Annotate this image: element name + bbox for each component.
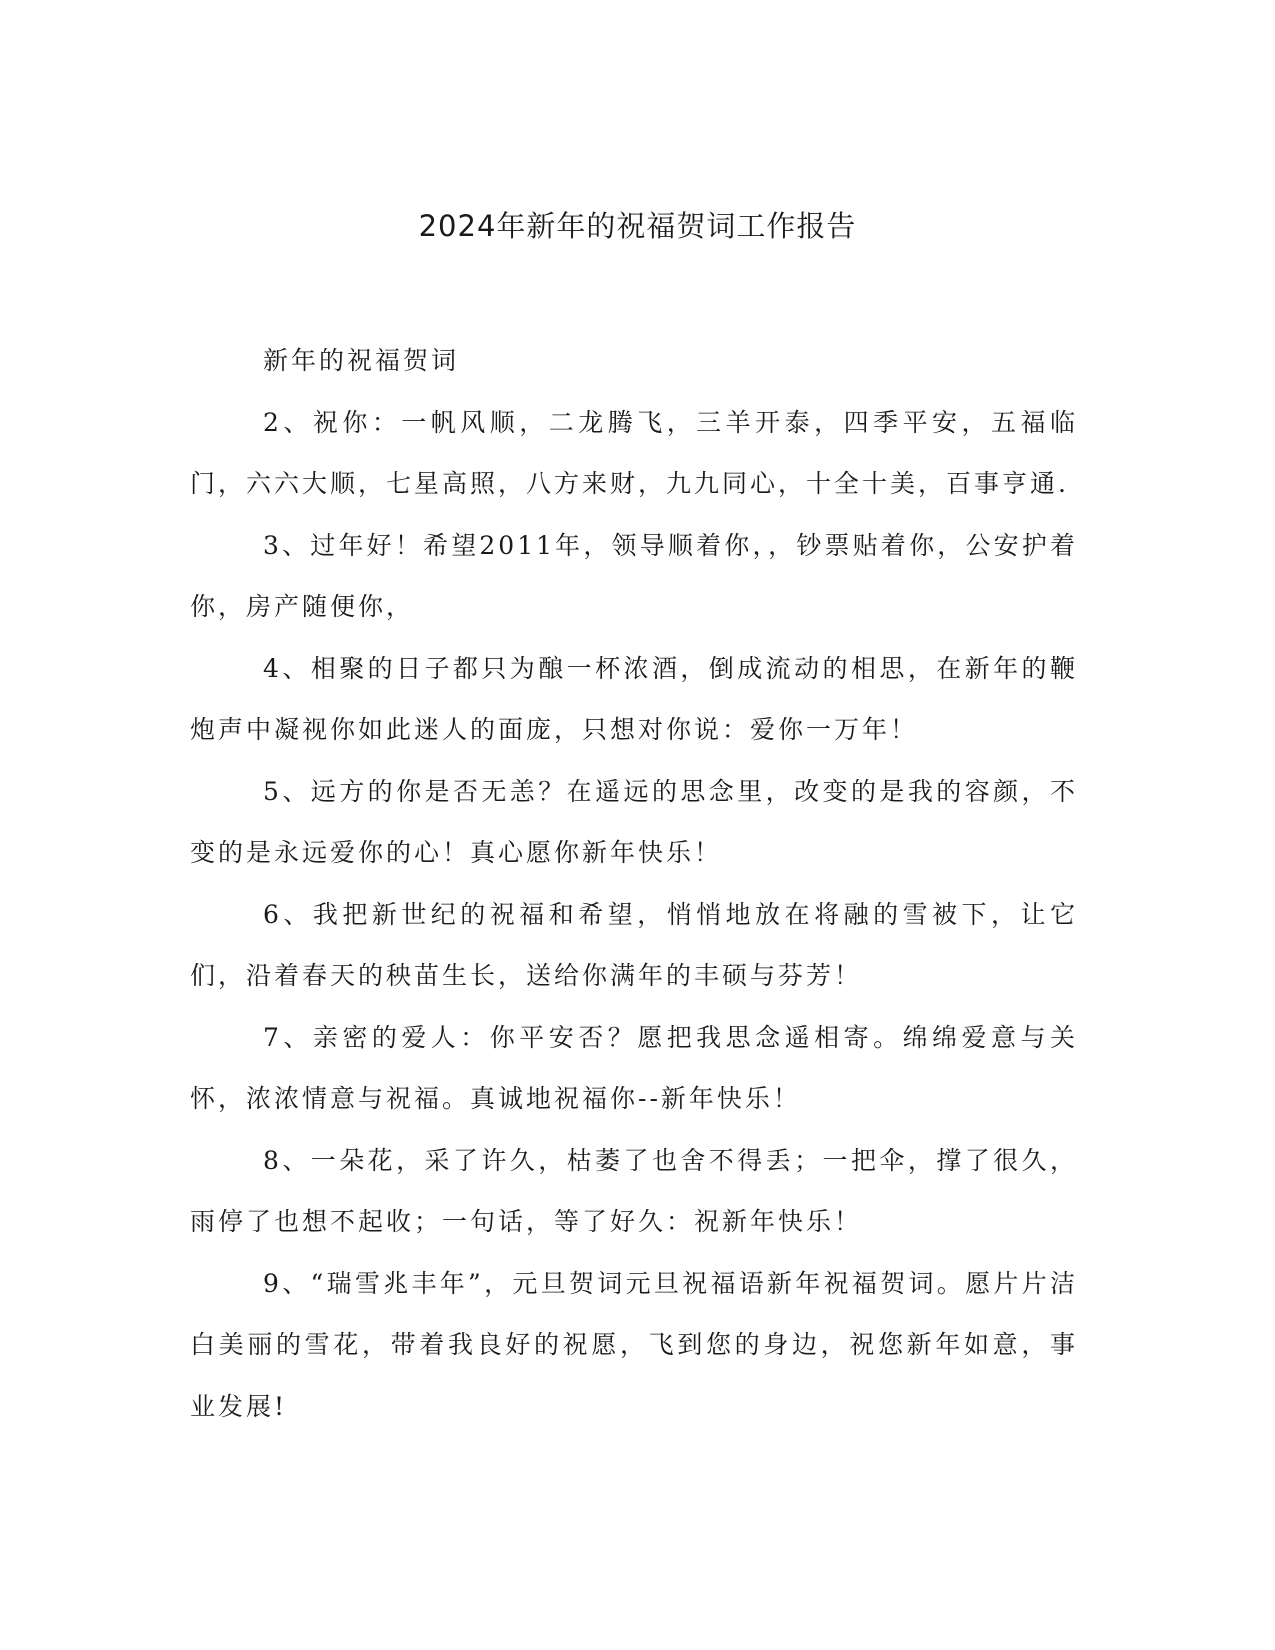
document-body xyxy=(190,330,1078,1437)
paragraph-7: 7、亲密的爱人：你平安否？愿把我思念遥相寄。绵绵爱意与关怀，浓浓情意与祝福。真诚地祝福你--新年快乐！ xyxy=(190,1022,1078,1113)
document-title: 2024年新年的祝福贺词工作报告 xyxy=(418,209,857,243)
paragraph-8: 8、一朵花，采了许久，枯萎了也舍不得丢；一把伞，撑了很久，雨停了也想不起收；一句话，等了好久：祝新年快乐！ xyxy=(190,1145,1078,1236)
section-heading: 新年的祝福贺词 xyxy=(263,346,460,375)
paragraph-6: 6、我把新世纪的祝福和希望，悄悄地放在将融的雪被下，让它们，沿着春天的秧苗生长，送给你满年的丰硕与芬芳！ xyxy=(190,899,1078,990)
paragraph-2: 2、祝你：一帆风顺，二龙腾飞，三羊开泰，四季平安，五福临门，六六大顺，七星高照，八方来财，九九同心，十全十美，百事亨通. xyxy=(190,407,1078,498)
paragraph-3: 3、过年好！希望2011年，领导顺着你，，钞票贴着你，公安护着你，房产随便你， xyxy=(190,530,1078,621)
paragraph-5: 5、远方的你是否无恙？在遥远的思念里，改变的是我的容颜，不变的是永远爱你的心！真心愿你新年快乐！ xyxy=(190,776,1078,867)
paragraph-9: 9、“瑞雪兆丰年”，元旦贺词元旦祝福语新年祝福贺词。愿片片洁白美丽的雪花，带着我良好的祝愿，飞到您的身边，祝您新年如意，事业发展! xyxy=(190,1268,1078,1421)
paragraph-4: 4、相聚的日子都只为酿一杯浓酒，倒成流动的相思，在新年的鞭炮声中凝视你如此迷人的面庞，只想对你说：爱你一万年！ xyxy=(190,653,1078,744)
